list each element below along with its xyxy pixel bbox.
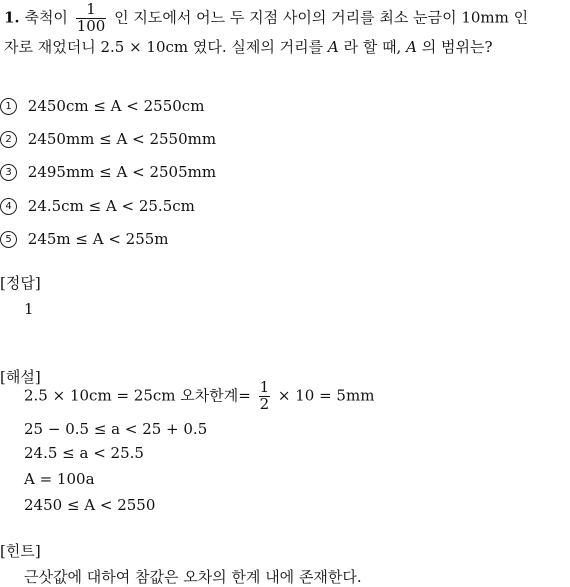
error-fraction-denominator: 2	[259, 394, 270, 413]
question-variable: A	[406, 38, 417, 56]
explanation-line-4: A = 100a	[24, 470, 95, 488]
explanation-line-3: 24.5 ≤ a < 25.5	[24, 444, 144, 462]
error-fraction-numerator: 1	[259, 378, 270, 396]
scale-fraction	[76, 2, 107, 35]
explanation-line-5: 2450 ≤ A < 2550	[24, 496, 156, 514]
question-number: 1.	[4, 8, 20, 27]
question-variable: A	[327, 38, 339, 56]
explanation-text: × 10 = 5mm	[277, 386, 375, 405]
choice-marker: 1	[0, 98, 17, 115]
question-line-2	[4, 36, 493, 57]
hint-text: 근삿값에 대하여 참값은 오차의 한계 내에 존재한다.	[24, 568, 362, 586]
question-text-line1-end: 인 지도에서 어느 두 지점 사이의 거리를 최소 눈금이 10mm 인	[114, 8, 529, 27]
choice-text: 2450cm ≤ A < 2550cm	[27, 97, 205, 115]
choice-marker: 2	[0, 131, 17, 148]
explanation-line-1	[24, 380, 374, 413]
choice-text: 2495mm ≤ A < 2505mm	[27, 163, 217, 181]
scale-fraction-numerator: 1	[76, 2, 107, 19]
choice-4[interactable]	[0, 196, 195, 215]
answer-value: 1	[24, 300, 34, 318]
scale-fraction-denominator: 100	[76, 16, 106, 35]
choice-2[interactable]	[0, 129, 216, 148]
choice-marker: 3	[0, 164, 17, 181]
explanation-line-2: 25 − 0.5 ≤ a < 25 + 0.5	[24, 420, 208, 438]
question-text-start: 축척이	[24, 8, 68, 27]
choice-text: 24.5cm ≤ A < 25.5cm	[27, 197, 195, 215]
question-text-line2-mid: 라 할 때,	[343, 38, 402, 56]
explanation-text: 2.5 × 10cm = 25cm 오차한계=	[24, 386, 251, 405]
answer-label: [정답]	[0, 274, 41, 292]
choice-marker: 4	[0, 198, 17, 215]
error-fraction	[259, 380, 271, 413]
question-text-line2-end: 의 범위는?	[421, 38, 493, 56]
choice-1[interactable]	[0, 96, 204, 115]
question-text-line2-start: 자로 재었더니 2.5 × 10cm 였다. 실제의 거리를	[4, 38, 324, 56]
choice-5[interactable]	[0, 229, 169, 248]
choice-3[interactable]	[0, 162, 216, 181]
explanation-label: [해설]	[0, 368, 41, 386]
choice-marker: 5	[0, 231, 17, 248]
choice-text: 245m ≤ A < 255m	[27, 230, 169, 248]
choice-text: 2450mm ≤ A < 2550mm	[27, 130, 217, 148]
hint-label: [힌트]	[0, 542, 41, 560]
question-line-1	[4, 2, 528, 35]
